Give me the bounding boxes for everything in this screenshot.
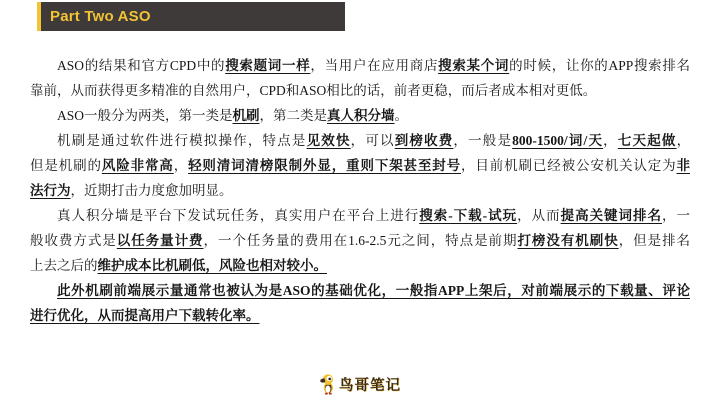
text-line bbox=[30, 303, 690, 328]
text-line bbox=[30, 178, 690, 203]
header-accent-bar bbox=[37, 2, 41, 31]
text-run: 机刷 bbox=[232, 108, 260, 123]
footer-logo bbox=[319, 373, 401, 395]
text-run: 风险非常高 bbox=[101, 158, 174, 173]
text-run: 真人积分墙 bbox=[327, 108, 395, 123]
text-line bbox=[30, 278, 690, 303]
text-run: 上去之后的 bbox=[30, 258, 98, 273]
text-run: 的时候，让你的APP搜索排名 bbox=[509, 58, 690, 73]
text-run: 。 bbox=[394, 108, 409, 123]
text-run: ， bbox=[603, 133, 618, 148]
text-run: 真人积分墙是平台下发试玩任务，真实用户在平台上进行 bbox=[57, 208, 420, 223]
text-run: 见效快 bbox=[306, 133, 351, 148]
text-line bbox=[30, 153, 690, 178]
text-run: 但是机刷的 bbox=[30, 158, 102, 173]
text-run: ， bbox=[173, 158, 189, 173]
bird-mascot-icon bbox=[319, 373, 336, 395]
text-run: ，近期打击力度愈加明显。 bbox=[70, 183, 233, 198]
text-run: ASO一般分为两类，第一类是 bbox=[57, 108, 233, 123]
text-run: ASO的结果和官方CPD中的 bbox=[57, 58, 226, 73]
text-run: ，目前机刷已经被公安机关认定为 bbox=[461, 158, 677, 173]
text-run: ，第二类是 bbox=[259, 108, 328, 123]
section-header bbox=[37, 2, 345, 31]
text-run: ，可以 bbox=[350, 133, 395, 148]
text-run: ，一般是 bbox=[453, 133, 513, 148]
text-run: 般收费方式是 bbox=[30, 233, 117, 248]
text-run: ，当用户在应用商店 bbox=[310, 58, 439, 73]
text-line bbox=[30, 128, 690, 153]
text-line bbox=[30, 253, 690, 278]
text-run: ，但是排名 bbox=[618, 233, 690, 248]
text-run: 维护成本比机刷低，风险也相对较小。 bbox=[97, 258, 327, 273]
text-run: ，一 bbox=[662, 208, 690, 223]
text-run: 法行为 bbox=[30, 183, 71, 198]
text-run: 搜索-下载-试玩 bbox=[419, 208, 518, 223]
text-run: 以任务量计费 bbox=[116, 233, 204, 248]
text-run: 轻则清词清榜限制外显，重则下架甚至封号 bbox=[188, 158, 462, 173]
text-run: ， bbox=[676, 133, 690, 148]
text-run: 提高关键词排名 bbox=[560, 208, 663, 223]
text-line bbox=[30, 53, 690, 78]
text-run: 打榜没有机刷快 bbox=[517, 233, 619, 248]
text-run: ，从而 bbox=[517, 208, 561, 223]
logo-text: 鸟哥笔记 bbox=[339, 377, 401, 394]
text-run: 靠前，从而获得更多精准的自然用户，CPD和ASO相比的话，前者更稳，而后者成本相对更低。 bbox=[30, 83, 597, 98]
text-run: ，一个任务量的费用在1.6-2.5元之间，特点是前期 bbox=[203, 233, 518, 248]
text-run: 进行优化，从而提高用户下载转化率。 bbox=[30, 308, 260, 323]
document-body bbox=[30, 53, 690, 328]
text-run: 到榜收费 bbox=[394, 133, 454, 148]
text-line bbox=[30, 78, 690, 103]
text-run: 此外机刷前端展示量通常也被认为是ASO的基础优化，一般指APP上架后，对前端展示的下载量、评论 bbox=[57, 283, 690, 298]
text-line bbox=[30, 228, 690, 253]
text-run: 搜索某个词 bbox=[438, 58, 510, 73]
text-line bbox=[30, 203, 690, 228]
text-run: 非 bbox=[676, 158, 690, 173]
text-run: 机刷是通过软件进行模拟操作，特点是 bbox=[57, 133, 307, 148]
text-run: 七天起做 bbox=[617, 133, 677, 148]
section-title: Part Two ASO bbox=[50, 8, 151, 25]
text-run: 搜索题词一样 bbox=[225, 58, 311, 73]
text-run: 800-1500/词/天 bbox=[512, 133, 604, 148]
text-line bbox=[30, 103, 690, 128]
